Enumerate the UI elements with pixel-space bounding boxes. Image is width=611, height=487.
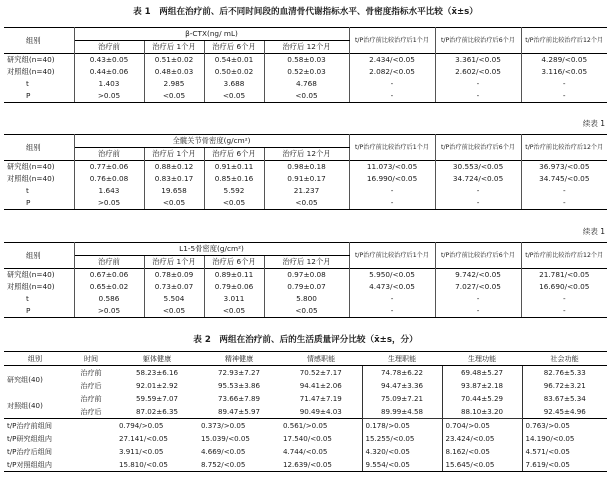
stat-label: t/P治疗前组间: [4, 419, 116, 433]
cell: 95.53±3.86: [217, 381, 261, 390]
cell: 0.91±0.11: [204, 161, 264, 174]
cell: 0.77±0.06: [74, 161, 144, 174]
row-label: 研究组(n=40): [4, 161, 74, 174]
cell: -: [521, 197, 607, 210]
tp-1month-header: t/P治疗前比较治疗后1个月: [349, 243, 435, 269]
cell: 0.65±0.02: [74, 281, 144, 293]
cell: 2.434/<0.05: [349, 54, 435, 67]
cell: 88.10±3.20: [442, 405, 522, 419]
table1-part-b: [4, 134, 607, 210]
table-row: [4, 305, 607, 318]
table-row: [4, 366, 607, 380]
header-role-physical: 生理职能: [362, 352, 442, 366]
cell: 17.540/<0.05: [283, 434, 332, 443]
cell: 75.09±7.21: [362, 392, 442, 405]
cell: 4.669/<0.05: [201, 447, 246, 456]
cell: 0.373/>0.05: [198, 419, 280, 433]
stats-row: [4, 458, 607, 472]
cell: 9.554/<0.05: [362, 458, 442, 472]
cell: 0.44±0.06: [74, 66, 144, 78]
cell: 0.763/>0.05: [522, 419, 607, 433]
cell: <0.05: [264, 197, 349, 210]
table-row: [4, 173, 607, 185]
cell: 27.141/<0.05: [119, 434, 168, 443]
group-name: 对照组(40): [7, 400, 43, 410]
cell: 0.561/>0.05: [280, 419, 362, 433]
cell: 73.66±7.89: [217, 394, 261, 403]
table-row: [4, 281, 607, 293]
tp-1month-header: t/P治疗前比较治疗后1个月: [349, 28, 435, 54]
group-header: 组别: [4, 28, 74, 54]
cell: 12.639/<0.05: [280, 458, 362, 472]
cell: 89.47±5.97: [217, 407, 261, 416]
cell: 3.361/<0.05: [435, 54, 521, 67]
cell: 7.027/<0.05: [435, 281, 521, 293]
row-label: t: [4, 185, 74, 197]
cell: >0.05: [74, 197, 144, 210]
cell: 69.48±5.27: [442, 366, 522, 380]
table-row: [4, 379, 607, 392]
table2: [4, 351, 607, 472]
header-physical-function: 生理功能: [442, 352, 522, 366]
cell: 92.45±4.96: [543, 407, 586, 416]
row-label: 对照组(n=40): [4, 66, 74, 78]
cell: <0.05: [204, 90, 264, 103]
table-row: [4, 90, 607, 103]
cell: <0.05: [204, 305, 264, 318]
cell: 16.990/<0.05: [349, 173, 435, 185]
cell: 0.78±0.09: [144, 269, 204, 282]
cell: <0.05: [264, 90, 349, 103]
row-label: 对照组(n=40): [4, 281, 74, 293]
cell: 0.178/>0.05: [362, 419, 442, 433]
cell: 34.745/<0.05: [539, 174, 590, 183]
tp-12month-header: t/P治疗前比较治疗后12个月: [521, 135, 607, 161]
cell: -: [562, 186, 566, 195]
table-row: [4, 78, 607, 90]
table-row: [4, 54, 607, 67]
tp-6month-header: t/P治疗前比较治疗后6个月: [435, 28, 521, 54]
cell: 0.50±0.02: [204, 66, 264, 78]
cell: 14.190/<0.05: [525, 434, 575, 443]
time: 治疗前: [80, 394, 102, 403]
cell: 0.76±0.08: [74, 173, 144, 185]
cell: -: [521, 90, 607, 103]
continued-label: 续表 1: [582, 227, 605, 236]
cell: 1.643: [74, 185, 144, 197]
cell: -: [435, 185, 521, 197]
cell: 2.602/<0.05: [435, 66, 521, 78]
subheader: 治疗前: [74, 256, 144, 269]
stat-label: t/P对照组组内: [4, 458, 116, 472]
cell: 16.690/<0.05: [539, 282, 590, 291]
cell: -: [349, 90, 435, 103]
cell: 0.794/>0.05: [116, 419, 198, 433]
cell: 93.87±2.18: [442, 379, 522, 392]
cell: 0.79±0.07: [264, 281, 349, 293]
cell: 8.162/<0.05: [442, 445, 522, 458]
table1-caption: 表 1 两组在治疗前、后不同时间段的血清骨代谢指标水平、骨密度指标水平比较（x̄±s）: [133, 7, 478, 17]
cell: 3.011: [204, 293, 264, 305]
cell: 9.742/<0.05: [435, 269, 521, 282]
cell: 0.704/>0.05: [442, 419, 522, 433]
header-group: 组别: [4, 352, 66, 366]
cell: 71.47±7.19: [299, 394, 342, 403]
cell: 59.59±7.07: [135, 394, 179, 403]
cell: -: [349, 305, 435, 318]
stat-label: t/P治疗后组间: [7, 447, 52, 456]
cell: -: [435, 293, 521, 305]
cell: 15.810/<0.05: [116, 458, 198, 472]
time: 治疗后: [80, 407, 102, 416]
table-row: [4, 185, 607, 197]
subheader: 治疗后 12个月: [264, 148, 349, 161]
cell: >0.05: [74, 305, 144, 318]
cell: 70.44±5.29: [442, 392, 522, 405]
header-time: 时间: [66, 352, 116, 366]
subheader: 治疗后 6个月: [204, 148, 264, 161]
group-name: 研究组(40): [7, 374, 43, 384]
cell: 4.320/<0.05: [362, 445, 442, 458]
cell: 0.51±0.02: [144, 54, 204, 67]
cell: -: [435, 305, 521, 318]
cell: 92.01±2.92: [135, 381, 179, 390]
cell: 58.23±6.16: [135, 368, 179, 377]
cell: 36.973/<0.05: [521, 161, 607, 174]
subheader: 治疗前: [74, 148, 144, 161]
cell: 4.289/<0.05: [521, 54, 607, 67]
cell: -: [435, 90, 521, 103]
cell: 4.744/<0.05: [283, 447, 328, 456]
row-label: P: [4, 197, 74, 210]
cell: 0.89±0.11: [204, 269, 264, 282]
tp-1month-header: t/P治疗前比较治疗后1个月: [349, 135, 435, 161]
table-row: [4, 392, 607, 405]
cell: 34.724/<0.05: [435, 173, 521, 185]
cell: -: [435, 197, 521, 210]
cell: 0.73±0.07: [144, 281, 204, 293]
row-label: P: [4, 90, 74, 103]
cell: <0.05: [144, 197, 204, 210]
cell: -: [349, 197, 435, 210]
cell: 5.800: [264, 293, 349, 305]
header-mental: 精神健康: [198, 352, 280, 366]
cell: 0.88±0.12: [144, 161, 204, 174]
cell: 0.85±0.16: [204, 173, 264, 185]
row-label: t: [4, 78, 74, 90]
group-header: 组别: [4, 135, 74, 161]
cell: <0.05: [264, 305, 349, 318]
header-social: 社会功能: [522, 352, 607, 366]
subheader: 治疗后 1个月: [144, 41, 204, 54]
row-label: 研究组(n=40): [4, 269, 74, 282]
cell: 74.78±6.22: [362, 366, 442, 380]
table2-caption: 表 2 两组在治疗前、后的生活质量评分比较（x̄±s，分）: [193, 335, 418, 345]
subheader: 治疗后 1个月: [144, 148, 204, 161]
cell: 0.91±0.17: [264, 173, 349, 185]
table-row: [4, 66, 607, 78]
subheader: 治疗后 12个月: [264, 256, 349, 269]
cell: 15.255/<0.05: [362, 432, 442, 445]
stats-row: [4, 432, 607, 445]
subheader: 治疗后 6个月: [204, 256, 264, 269]
tp-6month-header: t/P治疗前比较治疗后6个月: [435, 135, 521, 161]
table-row: [4, 405, 607, 419]
cell: 94.41±2.06: [299, 381, 342, 390]
cell: 2.985: [144, 78, 204, 90]
cell: 0.48±0.03: [144, 66, 204, 78]
lumbar-bmd-header: L1-5骨密度(g/cm²): [74, 243, 349, 256]
cell: 4.768: [264, 78, 349, 90]
table1-part-a: [4, 27, 607, 103]
cell: 5.950/<0.05: [349, 269, 435, 282]
subheader: 治疗后 6个月: [204, 41, 264, 54]
continued-label: 续表 1: [582, 119, 605, 128]
cell: 82.76±5.33: [543, 368, 586, 377]
cell: 19.658: [144, 185, 204, 197]
cell: 96.72±3.21: [543, 381, 586, 390]
cell: -: [349, 78, 435, 90]
cell: -: [349, 293, 435, 305]
cell: >0.05: [74, 90, 144, 103]
cell: 23.424/<0.05: [442, 432, 522, 445]
stat-label: t/P研究组组内: [7, 434, 52, 443]
subheader: 治疗后 12个月: [264, 41, 349, 54]
row-label: P: [4, 305, 74, 318]
table-row: [4, 293, 607, 305]
cell: 0.58±0.03: [264, 54, 349, 67]
stats-row: [4, 445, 607, 458]
cell: <0.05: [204, 197, 264, 210]
tp-12month-header: t/P治疗前比较治疗后12个月: [521, 28, 607, 54]
table-row: [4, 161, 607, 174]
cell: -: [562, 294, 566, 303]
cell: 2.082/<0.05: [349, 66, 435, 78]
cell: 90.49±4.03: [299, 407, 342, 416]
cell: 0.79±0.06: [204, 281, 264, 293]
cell: 4.473/<0.05: [349, 281, 435, 293]
cell: 21.237: [264, 185, 349, 197]
cell: 72.93±7.27: [217, 368, 261, 377]
cell: 0.54±0.01: [204, 54, 264, 67]
cell: 0.43±0.05: [74, 54, 144, 67]
cell: 7.619/<0.05: [522, 458, 607, 472]
cell: 0.586: [74, 293, 144, 305]
cell: 15.645/<0.05: [442, 458, 522, 472]
table-row: [4, 269, 607, 282]
cell: 0.97±0.08: [264, 269, 349, 282]
cell: 5.504: [144, 293, 204, 305]
row-label: 研究组(n=40): [4, 54, 74, 67]
cell: <0.05: [144, 90, 204, 103]
cell: -: [349, 185, 435, 197]
cell: 0.67±0.06: [74, 269, 144, 282]
cell: -: [562, 79, 566, 88]
stats-row: [4, 419, 607, 433]
table-row: [4, 197, 607, 210]
cell: 11.073/<0.05: [349, 161, 435, 174]
cell: 83.67±5.34: [543, 394, 586, 403]
cell: <0.05: [144, 305, 204, 318]
cell: 5.592: [204, 185, 264, 197]
cell: 4.571/<0.05: [525, 447, 570, 456]
cell: 3.116/<0.05: [541, 67, 588, 76]
table1-part-c: [4, 242, 607, 318]
cell: 70.52±7.17: [299, 368, 342, 377]
cell: 94.47±3.36: [362, 379, 442, 392]
cell: 89.99±4.58: [362, 405, 442, 419]
cell: 0.52±0.03: [264, 66, 349, 78]
cell: 3.688: [204, 78, 264, 90]
time: 治疗后: [80, 381, 102, 390]
cell: 30.553/<0.05: [435, 161, 521, 174]
cell: 8.752/<0.05: [198, 458, 280, 472]
cell: 21.781/<0.05: [521, 269, 607, 282]
subheader: 治疗后 1个月: [144, 256, 204, 269]
cell: 0.98±0.18: [264, 161, 349, 174]
cell: -: [521, 305, 607, 318]
cell: 1.403: [74, 78, 144, 90]
header-emotional: 情感职能: [280, 352, 362, 366]
beta-ctx-header: β-CTX(ng/ mL): [74, 28, 349, 41]
tp-6month-header: t/P治疗前比较治疗后6个月: [435, 243, 521, 269]
cell: 15.039/<0.05: [201, 434, 250, 443]
cell: 3.911/<0.05: [119, 447, 164, 456]
time: 治疗前: [80, 368, 102, 377]
group-header: 组别: [4, 243, 74, 269]
subheader: 治疗前: [74, 41, 144, 54]
cell: 0.83±0.17: [144, 173, 204, 185]
row-label: 对照组(n=40): [4, 173, 74, 185]
header-physical: 躯体健康: [116, 352, 198, 366]
tp-12month-header: t/P治疗前比较治疗后12个月: [521, 243, 607, 269]
cell: 87.02±6.35: [135, 407, 179, 416]
cell: -: [435, 78, 521, 90]
row-label: t: [4, 293, 74, 305]
hip-bmd-header: 全髋关节骨密度(g/cm²): [74, 135, 349, 148]
